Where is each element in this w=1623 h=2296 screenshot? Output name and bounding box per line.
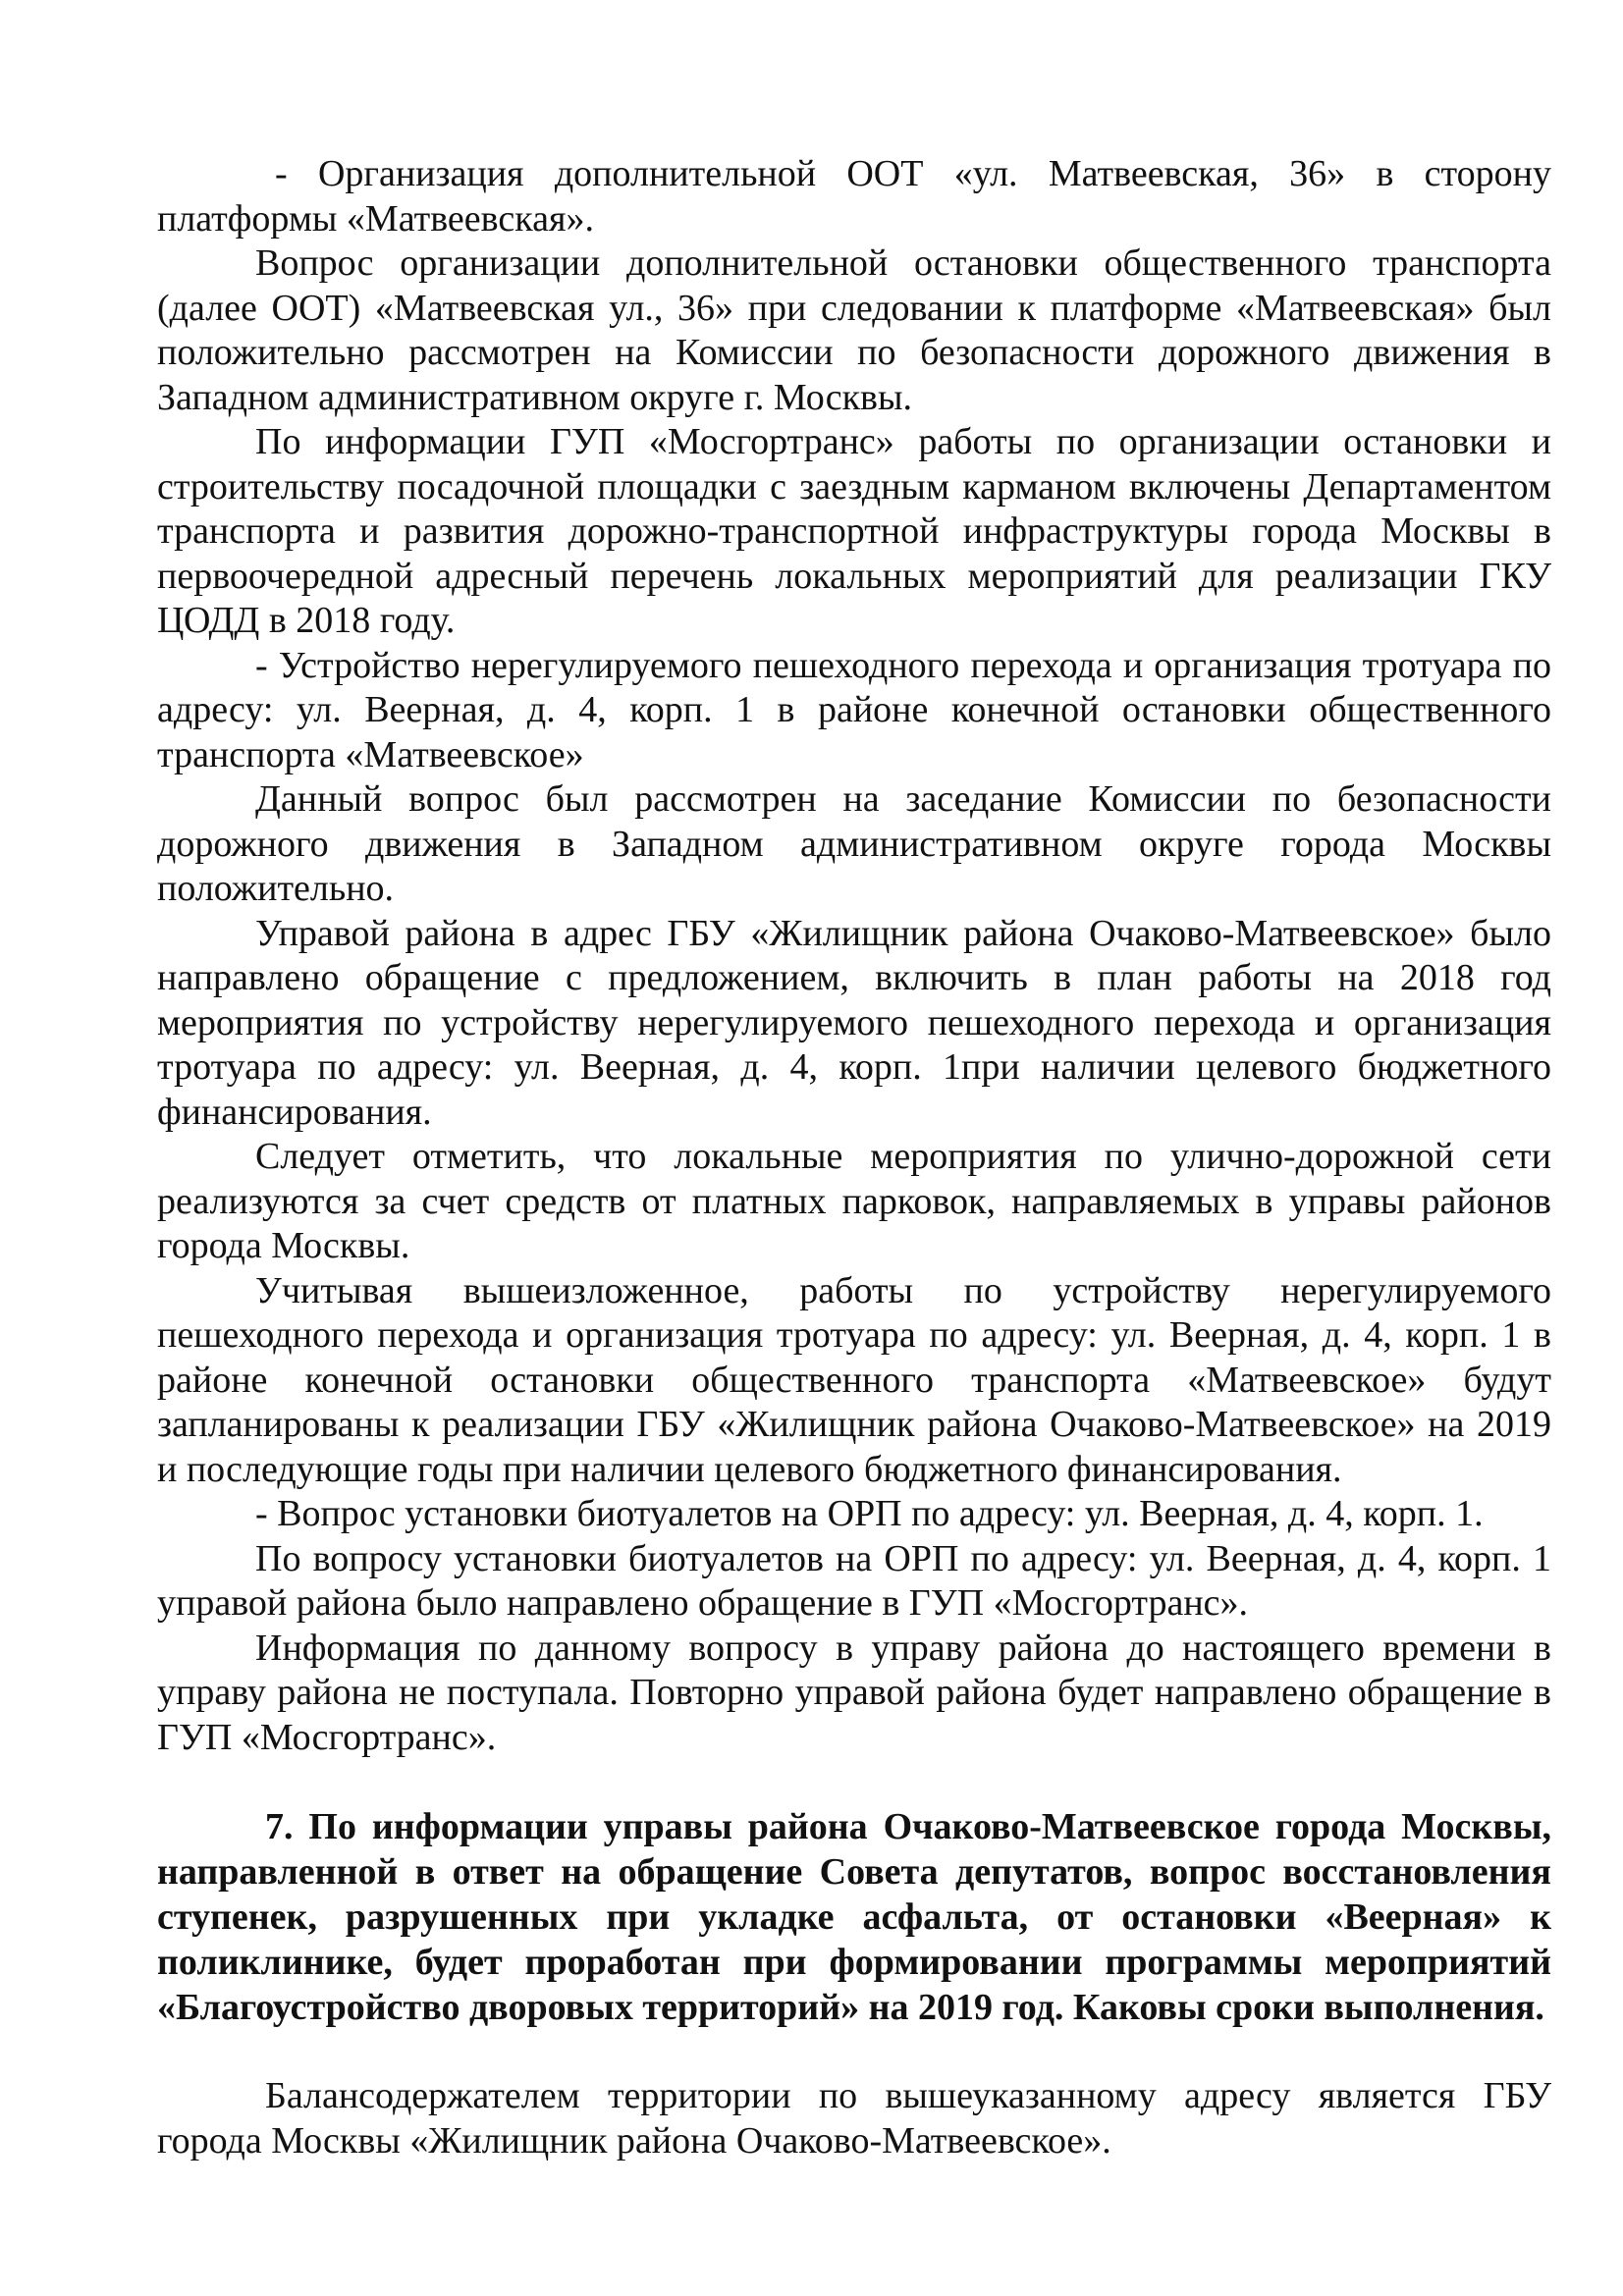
paragraph-item-4: - Устройство нерегулируемого пешеходного перехода и организация тротуара по адресу: ул. Веерная, д. 4, корп. 1 в районе конечной остановки общественного транспорта «Матвеевское» bbox=[157, 644, 1551, 775]
question-7-heading: 7. По информации управы района Очаково-Матвеевское города Москвы, направленной в ответ на обращение Совета депутатов, вопрос восстановления ступенек, разрушенных при укладке асфальта, от остановки «Веерная» к поликлинике, будет проработан при формировании программы мероприятий «Благоустройство дворовых территорий» на 2019 год. Каковы сроки выполнения. bbox=[157, 1806, 1551, 2028]
paragraph-item-10: По вопросу установки биотуалетов на ОРП по адресу: ул. Веерная, д. 4, корп. 1 управой района было направлено обращение в ГУП «Мосгортранс». bbox=[157, 1537, 1551, 1624]
paragraph-item-8: Учитывая вышеизложенное, работы по устройству нерегулируемого пешеходного перехода и организация тротуара по адресу: ул. Веерная, д. 4, корп. 1 в районе конечной остановки общественного транспорта «Матвеевское» будут запланированы к реализации ГБУ «Жилищник района Очаково-Матвеевское» на 2019 и последующие годы при наличии целевого бюджетного финансирования. bbox=[157, 1269, 1551, 1490]
paragraph-item-3: По информации ГУП «Мосгортранс» работы по организации остановки и строительству посадочной площадки с заездным карманом включены Департаментом транспорта и развития дорожно-транспортной инфраструктуры города Москвы в первоочередной адресный перечень локальных мероприятий для реализации ГКУ ЦОДД в 2018 году. bbox=[157, 421, 1551, 641]
paragraph-item-2: Вопрос организации дополнительной остановки общественного транспорта (далее ООТ) «Матвеевская ул., 36» при следовании к платформе «Матвеевская» был положительно рассмотрен на Комиссии по безопасности дорожного движения в Западном административном округе г. Москвы. bbox=[157, 242, 1551, 418]
paragraph-item-9: - Вопрос установки биотуалетов на ОРП по адресу: ул. Веерная, д. 4, корп. 1. bbox=[255, 1493, 1484, 1534]
paragraph-item-7: Следует отметить, что локальные мероприятия по улично-дорожной сети реализуются за счет средств от платных парковок, направляемых в управы районов города Москвы. bbox=[157, 1136, 1551, 1266]
paragraph-item-11: Информация по данному вопросу в управу района до настоящего времени в управу района не поступала. Повторно управой района будет направлено обращение в ГУП «Мосгортранс». bbox=[157, 1627, 1551, 1758]
answer-7-paragraph: Балансодержателем территории по вышеуказанному адресу является ГБУ города Москвы «Жилищник района Очаково-Матвеевское». bbox=[157, 2075, 1551, 2162]
paragraph-item-1: - Организация дополнительной ООТ «ул. Матвеевская, 36» в сторону платформы «Матвеевская». bbox=[157, 153, 1551, 240]
paragraph-item-5: Данный вопрос был рассмотрен на заседание Комиссии по безопасности дорожного движения в Западном административном округе города Москвы положительно. bbox=[157, 778, 1551, 909]
document-page bbox=[157, 152, 1551, 2163]
paragraph-item-6: Управой района в адрес ГБУ «Жилищник района Очаково-Матвеевское» было направлено обращение с предложением, включить в план работы на 2018 год мероприятия по устройству нерегулируемого пешеходного перехода и организация тротуара по адресу: ул. Веерная, д. 4, корп. 1при наличии целевого бюджетного финансирования. bbox=[157, 912, 1551, 1133]
